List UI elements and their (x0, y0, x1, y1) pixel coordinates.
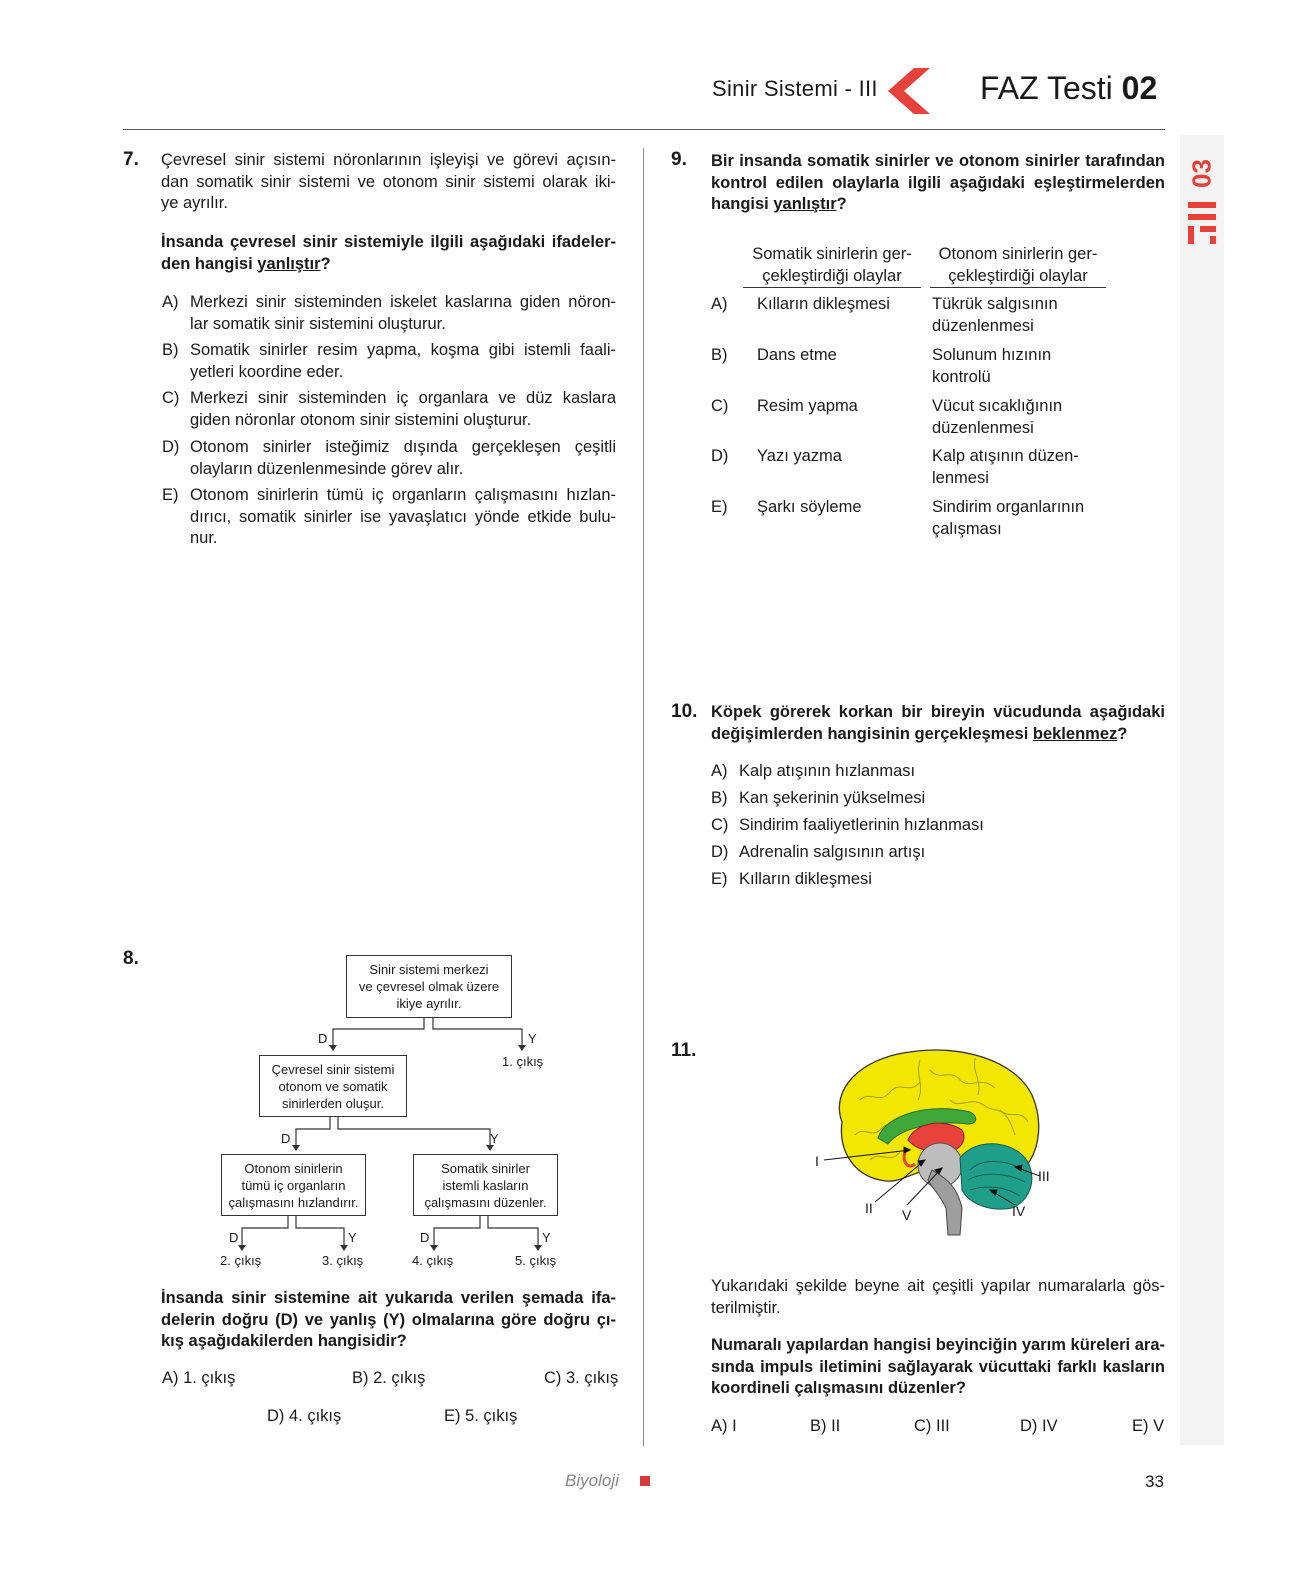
event-line: lenmesi (932, 468, 989, 487)
brain-label-iv: IV (1012, 1203, 1026, 1219)
option-letter: D) (711, 447, 729, 465)
q9-option-c[interactable] (711, 396, 1111, 441)
q9-option-b[interactable] (711, 345, 1111, 390)
option-letter: E) (711, 498, 728, 516)
option-line: lar somatik sinir sistemini oluşturur. (190, 314, 446, 333)
q10-stem-text: değişimlerden hangisinin gerçekleşmesi (711, 724, 1033, 743)
event-line: Solunum hızının (932, 346, 1052, 364)
q8-stem-line: kış aşağıdakilerden hangisidir? (161, 1332, 407, 1350)
option-line: Somatik sinirler resim yapma, koşma gibi istemli faali- (190, 341, 616, 359)
q7-stem-line: İnsanda çevresel sinir sistemiyle ilgili aşağıdaki ifadeler- (161, 233, 616, 251)
option-text: Kalp atışının hızlanması (739, 762, 916, 780)
q9-stem-line (711, 194, 1165, 216)
option-letter: A) (711, 762, 728, 780)
event-line: çalışması (932, 519, 1002, 538)
option-letter: D) (711, 843, 729, 861)
flow-exit-5: 5. çıkış (515, 1253, 557, 1268)
q9-option-a[interactable] (711, 294, 1111, 339)
q11-stem-line: koordineli çalışmasını düzenler? (711, 1379, 966, 1397)
q11-option-a[interactable]: A) I (711, 1417, 737, 1435)
q7-stem-text: den hangisi (161, 254, 258, 273)
q11-stem (711, 1335, 1165, 1400)
flow-d-label: D (281, 1131, 291, 1146)
option-line: Otonom sinirler isteğimiz dışında gerçekleşen çeşitli (190, 438, 616, 456)
q11-stem-line: sında impuls iletimini sağlayarak vücuttaki farklı kasların (711, 1357, 1165, 1376)
flow-y-label: Y (542, 1230, 551, 1245)
footer-square-icon (640, 1476, 650, 1486)
event-line: düzenlenmesi (932, 418, 1034, 437)
q7-intro-line: ye ayrılır. (161, 194, 228, 212)
q10-option-e[interactable] (711, 869, 1111, 891)
option-text: Kan şekerinin yükselmesi (739, 789, 926, 807)
option-letter: B) (711, 789, 728, 807)
option-letter: D) (162, 438, 180, 456)
q8-option-e[interactable]: E) 5. çıkış (444, 1407, 518, 1425)
option-letter: E) (711, 870, 728, 888)
box-line: Otonom sinirlerin (244, 1160, 343, 1176)
brain-label-v: V (902, 1207, 912, 1223)
header-line: çekleştirdiği olaylar (762, 266, 902, 285)
option-text: Sindirim faaliyetlerinin hızlanması (739, 816, 984, 834)
flow-d-label: D (229, 1230, 239, 1245)
q7-stem-keyword: yanlıştır (257, 254, 321, 273)
brain-label-i: I (815, 1153, 819, 1169)
q7-intro-line: dan somatik sinir sistemi ve otonom sinir sistemi olarak iki- (161, 172, 616, 191)
option-letter: A) (162, 293, 179, 311)
q8-option-b[interactable]: B) 2. çıkış (352, 1369, 426, 1387)
box-line: Çevresel sinir sistemi (271, 1061, 395, 1077)
flow-exit-1: 1. çıkış (502, 1054, 544, 1069)
q10-option-b[interactable] (711, 788, 1111, 810)
somatic-event: Kılların dikleşmesi (757, 295, 890, 313)
q9-stem-text: hangisi (711, 195, 774, 213)
q9-option-e[interactable] (711, 497, 1111, 542)
q10-number: 10. (671, 701, 698, 722)
autonomic-event (932, 396, 1062, 439)
box-line: çalışmasını düzenler. (424, 1194, 547, 1210)
q11-intro (711, 1276, 1165, 1319)
q10-stem (711, 702, 1165, 745)
flow-y-label: Y (528, 1031, 537, 1046)
box-line: ve çevresel olmak üzere (358, 979, 500, 994)
header-line: Otonom sinirlerin ger- (938, 245, 1098, 263)
event-line: Kalp atışının düzen- (932, 447, 1079, 465)
page-number: 33 (1145, 1472, 1164, 1491)
autonomic-event (932, 294, 1058, 337)
q9-col-autonomic-header (930, 244, 1106, 288)
test-number: 02 (1121, 70, 1158, 106)
option-line: yetleri koordine eder. (190, 362, 344, 381)
option-text: Adrenalin salgısının artışı (739, 843, 926, 861)
option-letter: C) (711, 816, 729, 834)
q11-option-b[interactable]: B) II (810, 1417, 841, 1435)
footer-subject: Biyoloji (565, 1471, 619, 1490)
somatic-event: Yazı yazma (757, 447, 842, 465)
event-line: Sindirim organlarının (932, 498, 1085, 516)
option-letter: C) (711, 397, 729, 415)
q10-stem-keyword: beklenmez (1032, 724, 1118, 743)
q8-option-c[interactable]: C) 3. çıkış (544, 1369, 619, 1387)
option-letter: A) (711, 295, 728, 313)
side-tab-number: 03 (1186, 159, 1217, 188)
header-line: çekleştirdiği olaylar (948, 266, 1088, 285)
option-line: giden nöronlar otonom sinir sistemini oluşturur. (190, 410, 532, 429)
q11-intro-line: Yukarıdaki şekilde beyne ait çeşitli yapılar numaralarla gös- (711, 1277, 1165, 1295)
q9-option-d[interactable] (711, 446, 1111, 491)
box-line: istemli kasların (442, 1177, 529, 1193)
q8-stem-line: İnsanda sinir sistemine ait yukarıda verilen şemada ifa- (161, 1289, 616, 1307)
option-line: Otonom sinirlerin tümü iç organların çalışmasını hızlan- (190, 486, 616, 504)
box-line: ikiye ayrılır. (396, 996, 462, 1011)
q9-stem-keyword: yanlıştır (773, 195, 837, 213)
option-letter: C) (162, 389, 180, 407)
q11-option-c[interactable]: C) III (914, 1417, 950, 1435)
q10-option-d[interactable] (711, 842, 1111, 864)
q8-option-a[interactable]: A) 1. çıkış (162, 1369, 236, 1387)
flow-d-label: D (420, 1230, 430, 1245)
autonomic-event (932, 345, 1051, 388)
q10-stem-line (711, 724, 1165, 746)
header-line: Somatik sinirlerin ger- (752, 245, 912, 263)
q9-stem-mark: ? (836, 195, 847, 213)
somatic-event: Şarkı söyleme (757, 498, 862, 516)
q9-col-somatic-header (743, 244, 921, 288)
option-text: Kılların dikleşmesi (739, 870, 872, 888)
box-line: tümü iç organların (241, 1177, 346, 1193)
flow-exit-2: 2. çıkış (220, 1253, 262, 1268)
autonomic-event (932, 497, 1084, 540)
box-line: çalışmasını hızlandırır. (228, 1194, 359, 1210)
header-subject: Sinir Sistemi - III (712, 76, 878, 101)
event-line: Vücut sıcaklığının (932, 397, 1063, 415)
box-line: otonom ve somatik (278, 1078, 388, 1094)
q7-intro-line: Çevresel sinir sistemi nöronlarının işleyişi ve görevi açısın- (161, 151, 616, 169)
option-letter: B) (711, 346, 728, 364)
q11-option-d[interactable]: D) IV (1020, 1417, 1058, 1435)
q9-stem-line: kontrol edilen olaylarla ilgili aşağıdaki eşleştirmelerden (711, 173, 1165, 192)
event-line: kontrolü (932, 367, 991, 386)
option-line: dırıcı, somatik sinirler ise yavaşlatıcı yönde etkide bulu- (190, 507, 616, 526)
option-line: nur. (190, 529, 218, 547)
q8-number: 8. (123, 948, 139, 969)
event-line: düzenlenmesi (932, 316, 1034, 335)
flow-y-label: Y (490, 1131, 499, 1146)
q11-number: 11. (671, 1040, 697, 1061)
q7-number: 7. (123, 149, 139, 170)
option-letter: B) (162, 341, 179, 359)
brain-label-ii: II (865, 1200, 873, 1216)
flow-exit-3: 3. çıkış (322, 1253, 364, 1268)
q9-stem (711, 151, 1165, 216)
q8-stem-line: delerin doğru (D) ve yanlış (Y) olmalarına göre doğru çı- (161, 1310, 616, 1329)
option-letter: E) (162, 486, 179, 504)
q9-stem-line: Bir insanda somatik sinirler ve otonom sinirler tarafından (711, 152, 1165, 170)
box-line: Sinir sistemi merkezi (369, 962, 489, 977)
option-line: Merkezi sinir sisteminden iç organlara ve düz kaslara (190, 389, 616, 407)
q10-stem-line: Köpek görerek korkan bir bireyin vücudunda aşağıdaki (711, 703, 1165, 721)
box-line: Somatik sinirler (441, 1160, 530, 1176)
q11-intro-line: terilmiştir. (711, 1298, 781, 1317)
autonomic-event (932, 446, 1079, 489)
somatic-event: Resim yapma (757, 397, 858, 415)
q8-stem (161, 1288, 616, 1353)
box-line: sinirlerden oluşur. (282, 1095, 384, 1111)
event-line: Tükrük salgısının (932, 295, 1058, 313)
q10-option-a[interactable] (711, 761, 1111, 783)
q10-option-c[interactable] (711, 815, 1111, 837)
flow-exit-4: 4. çıkış (412, 1253, 454, 1268)
option-line: Merkezi sinir sisteminden iskelet kaslarına giden nöron- (190, 293, 616, 311)
option-line: olayların düzenlenmesinde görev alır. (190, 459, 464, 478)
test-name: FAZ Testi (980, 70, 1113, 106)
brain-label-iii: III (1038, 1168, 1050, 1184)
somatic-event: Dans etme (757, 346, 837, 364)
q8-option-d[interactable]: D) 4. çıkış (267, 1407, 342, 1425)
q11-stem-line: Numaralı yapılardan hangisi beyinciğin yarım küreleri ara- (711, 1336, 1165, 1354)
q7-stem-mark: ? (320, 254, 331, 273)
flow-d-label: D (318, 1031, 328, 1046)
flow-y-label: Y (348, 1230, 357, 1245)
q11-option-e[interactable]: E) V (1132, 1417, 1165, 1435)
q10-stem-mark: ? (1117, 724, 1128, 743)
q9-number: 9. (671, 149, 687, 170)
